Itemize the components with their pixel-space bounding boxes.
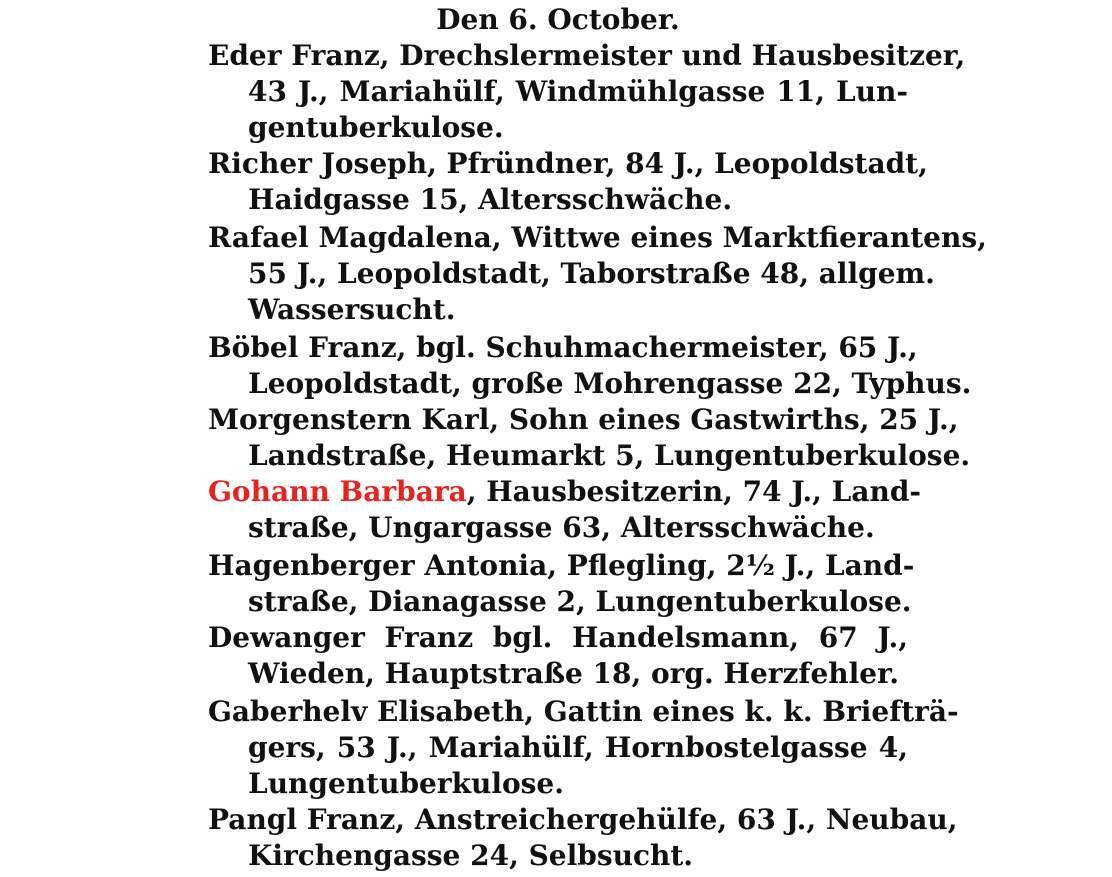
entry-line-rest: , Hausbesitzerin, 74 J., Land- xyxy=(466,475,922,508)
entry-line: 43 J., Mariahülf, Windmühlgasse 11, Lun- xyxy=(248,75,908,108)
entry-line: Kirchengasse 24, Selbsucht. xyxy=(248,839,694,872)
entry-line: Lungentuberkulose. xyxy=(248,767,564,800)
entry-line: Richer Joseph, Pfründner, 84 J., Leopoldstadt, xyxy=(208,147,928,180)
entry-line: Morgenstern Karl, Sohn eines Gastwirths, 25 J., xyxy=(208,403,959,436)
section-heading: Den 6. October. xyxy=(436,3,680,36)
entry-line: Rafael Magdalena, Wittwe eines Marktfierantens, xyxy=(208,221,987,254)
entry-line: Hagenberger Antonia, Pflegling, 2½ J., Land- xyxy=(208,549,915,582)
entry-line: Wassersucht. xyxy=(248,293,456,326)
entry-line: 55 J., Leopoldstadt, Taborstraße 48, allgem. xyxy=(248,257,935,290)
entry-line: Dewanger Franz bgl. Handelsmann, 67 J., xyxy=(208,621,908,654)
entry-line: Leopoldstadt, große Mohrengasse 22, Typhus. xyxy=(248,367,972,400)
entry-line: gentuberkulose. xyxy=(248,111,504,144)
entry-line: gers, 53 J., Mariahülf, Hornbostelgasse 4, xyxy=(248,731,908,764)
entry-line: Pangl Franz, Anstreichergehülfe, 63 J., Neubau, xyxy=(208,803,958,836)
entry-line: straße, Dianagasse 2, Lungentuberkulose. xyxy=(248,585,912,618)
entry-line: Haidgasse 15, Altersschwäche. xyxy=(248,183,733,216)
entry-line: Landstraße, Heumarkt 5, Lungentuberkulose. xyxy=(248,439,971,472)
highlighted-name: Gohann Barbara xyxy=(208,475,467,508)
entry-line: straße, Ungargasse 63, Altersschwäche. xyxy=(248,511,875,544)
entry-line-highlighted xyxy=(208,474,922,510)
entry-line: Wieden, Hauptstraße 18, org. Herzfehler. xyxy=(248,657,900,690)
entry-line: Böbel Franz, bgl. Schuhmachermeister, 65 J., xyxy=(208,331,918,364)
entry-line: Eder Franz, Drechslermeister und Hausbesitzer, xyxy=(208,39,966,72)
entry-line: Gaberhelv Elisabeth, Gattin eines k. k. Briefträ- xyxy=(208,695,959,728)
